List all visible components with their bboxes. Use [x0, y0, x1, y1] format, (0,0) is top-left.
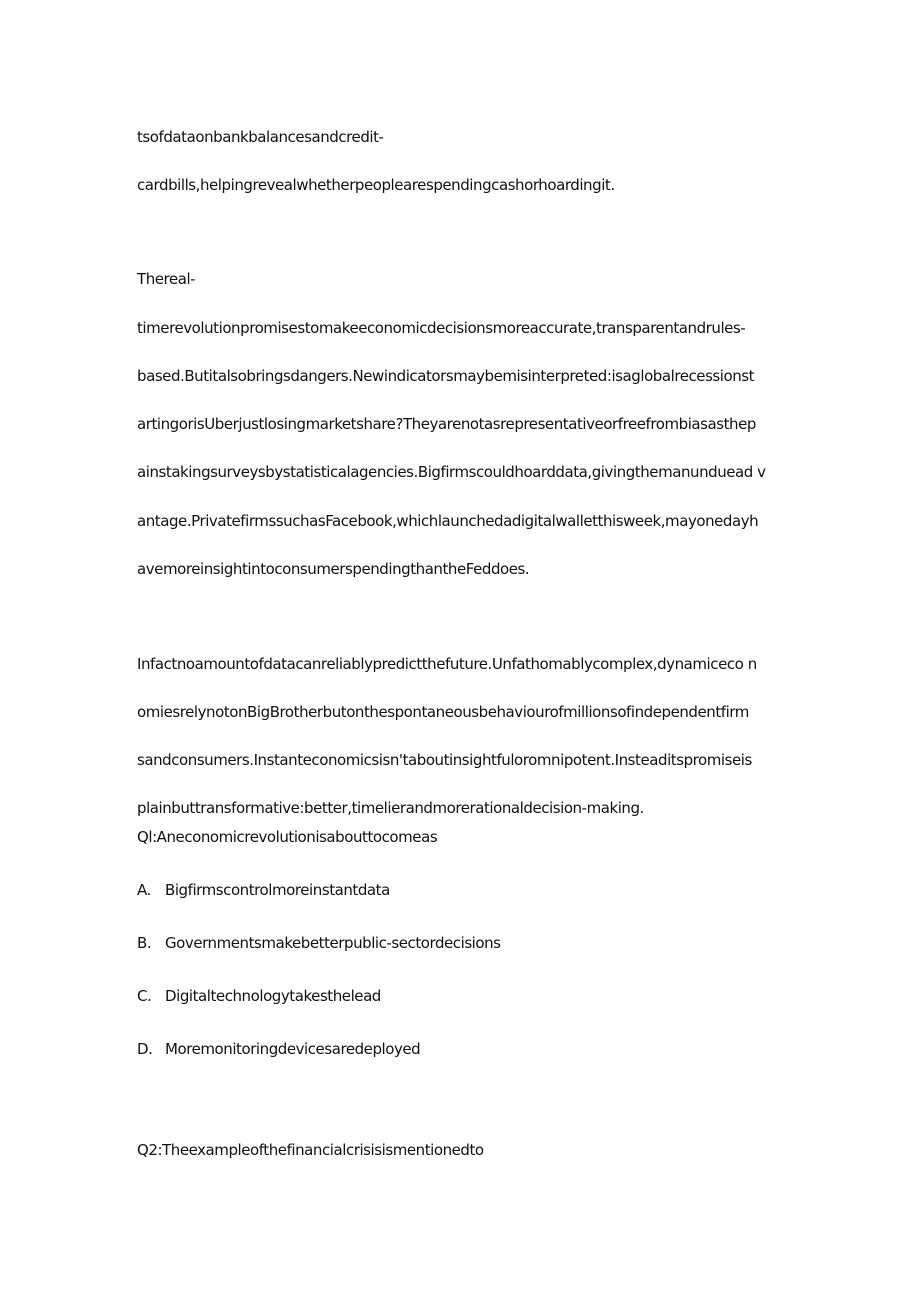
option-letter: D.	[137, 1040, 153, 1058]
option-text: Moremonitoringdevicesaredeployed	[165, 1040, 421, 1058]
option-text: Bigfirmscontrolmoreinstantdata	[165, 881, 390, 899]
paragraph-1-line-1: tsofdataonbankbalancesandcredit-	[137, 128, 384, 146]
paragraph-2-line-7: avemoreinsightintoconsumerspendingthantheFeddoes.	[137, 560, 530, 578]
option-letter: A.	[137, 881, 151, 899]
question-1-option-d	[137, 1039, 420, 1059]
question-1-option-c	[137, 986, 381, 1006]
paragraph-2-line-3: based.Butitalsobringsdangers.Newindicatorsmaybemisinterpreted:isaglobalrecessionst	[137, 367, 755, 385]
paragraph-2-line-6: antage.PrivatefirmssuchasFacebook,whichlaunchedadigitalwalletthisweek,mayonedayh	[137, 512, 759, 530]
option-text: Governmentsmakebetterpublic-sectordecisions	[165, 934, 501, 952]
option-letter: C.	[137, 987, 152, 1005]
question-1-option-b	[137, 933, 501, 953]
question-1-prompt: Ql:Aneconomicrevolutionisabouttocomeas	[137, 828, 438, 846]
paragraph-3-line-4: plainbuttransformative:better,timelierandmorerationaldecision-making.	[137, 799, 644, 817]
paragraph-2-line-1: Thereal-	[137, 270, 196, 288]
paragraph-2-line-4: artingorisUberjustlosingmarketshare?Theyarenotasrepresentativeorfreefrombiasasthep	[137, 415, 756, 433]
paragraph-1-line-2: cardbills,helpingrevealwhetherpeoplearespendingcashorhoardingit.	[137, 176, 615, 194]
paragraph-2-line-5: ainstakingsurveysbystatisticalagencies.Bigfirmscouldhoarddata,givingthemanunduead v	[137, 463, 766, 481]
option-text: Digitaltechnologytakesthelead	[165, 987, 381, 1005]
question-1-option-a	[137, 880, 390, 900]
paragraph-3-line-2: omiesrelynotonBigBrotherbutonthespontaneousbehaviourofmillionsofindependentfirm	[137, 703, 749, 721]
paragraph-3-line-1: Infactnoamountofdatacanreliablypredictthefuture.Unfathomablycomplex,dynamiceco n	[137, 655, 757, 673]
paragraph-2-line-2: timerevolutionpromisestomakeeconomicdecisionsmoreaccurate,transparentandrules-	[137, 319, 746, 337]
question-2-prompt: Q2:Theexampleofthefinancialcrisisismentionedto	[137, 1141, 484, 1159]
option-letter: B.	[137, 934, 152, 952]
paragraph-3-line-3: sandconsumers.Instanteconomicsisn'taboutinsightfuloromnipotent.Insteaditspromiseis	[137, 751, 752, 769]
